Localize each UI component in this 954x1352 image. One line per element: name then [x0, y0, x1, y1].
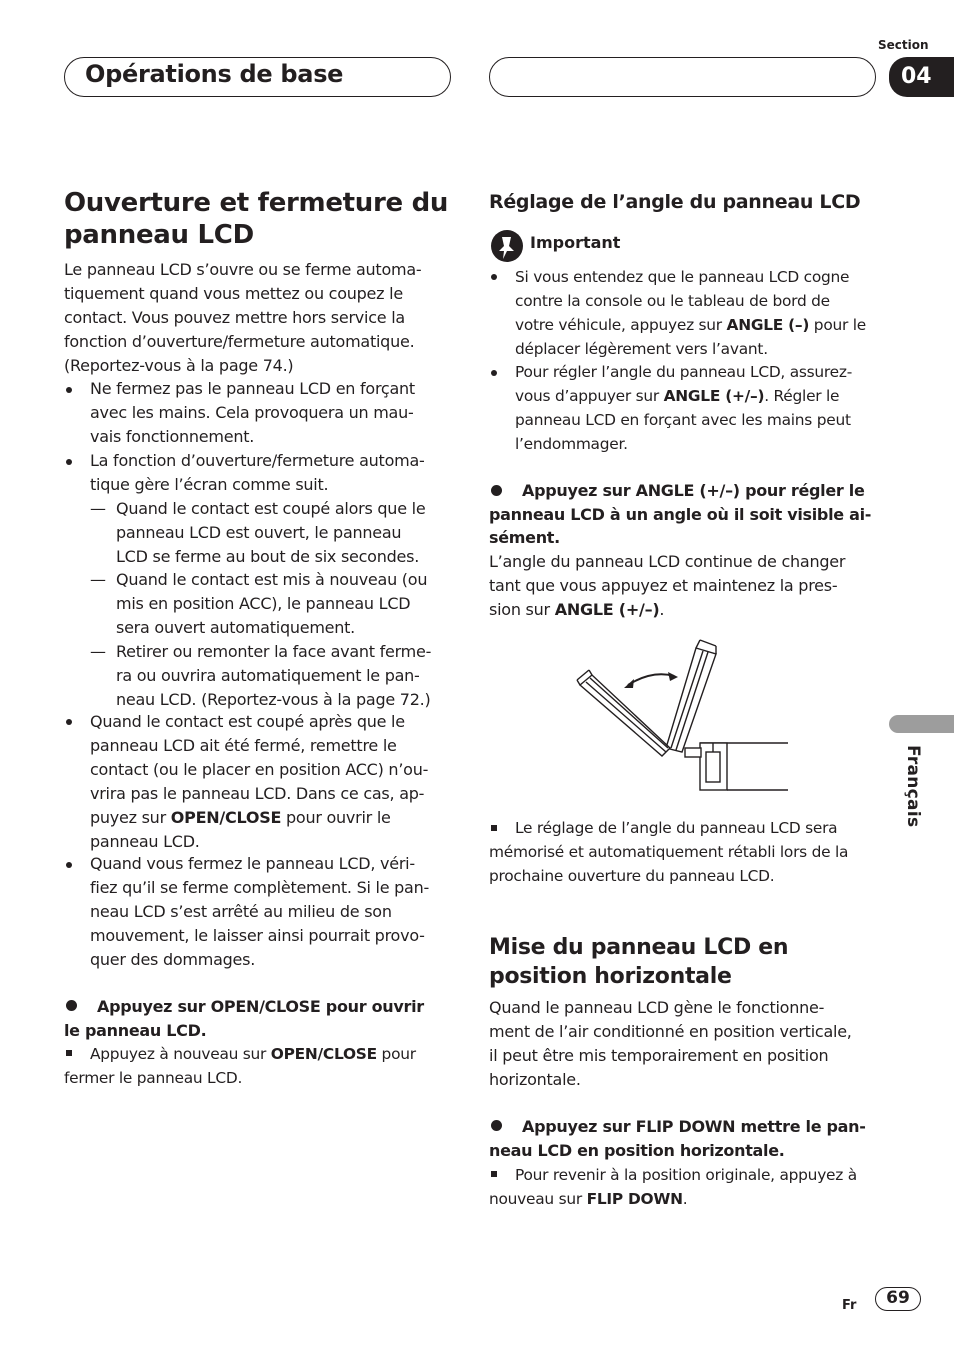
- header-empty-pill: [489, 57, 876, 97]
- section-label: Section: [878, 38, 929, 52]
- dash-mark: —: [90, 499, 106, 518]
- open-close-key-label: OPEN/CLOSE: [170, 808, 282, 827]
- bullet-dot: [491, 274, 497, 280]
- flip-down-key-label: FLIP DOWN: [586, 1190, 683, 1208]
- intro-paragraph: Le panneau LCD s’ouvre ou se ferme automa- tiquement quand vous mettez ou coupez le contact. Vous pouvez mettre hors service la fonction d’ouverture/fermeture automatique. (Reportez-vous à la page 74.): [64, 260, 422, 375]
- page-number: 69: [875, 1287, 921, 1311]
- bullet-dot: [66, 459, 72, 465]
- note-angle-memory: Le réglage de l’angle du panneau LCD sera mémorisé et automatiquement rétabli lors de la prochaine ouverture du panneau LCD.: [489, 819, 849, 885]
- angle-key-label: ANGLE (+/–): [554, 600, 660, 619]
- lcd-angle-illustration: [570, 630, 800, 800]
- angle-minus-key-label: ANGLE (–): [726, 316, 810, 334]
- step-angle: Appuyez sur ANGLE (+/–) pour régler le panneau LCD à un angle où il soit visible ai- sément.: [489, 481, 872, 547]
- bullet-dot: [66, 387, 72, 393]
- dash-mark: —: [90, 642, 106, 661]
- list-item-dash-3: Retirer ou remonter la face avant ferme- ra ou ouvrira automatiquement le pan- neau LCD. (Reportez-vous à la page 72.): [116, 642, 432, 709]
- flip-intro: Quand le panneau LCD gène le fonctionne- ment de l’air conditionné en position verticale, il peut être mis temporairement en position horizontale.: [489, 998, 852, 1089]
- list-item-bullet-3: Quand le contact est coupé après que le panneau LCD ait été fermé, remettre le contact (ou le placer en position ACC) n’ou- vrira pas le panneau LCD. Dans ce cas, ap- puyez sur OPEN/CLOSE pour ouvrir le panneau LCD.: [90, 712, 429, 851]
- footer-lang-code: Fr: [842, 1298, 857, 1313]
- bullet-dot: [491, 370, 497, 376]
- language-label: Français: [903, 745, 923, 828]
- angle-key-label: ANGLE (+/–): [663, 387, 765, 405]
- important-icon: [490, 229, 524, 263]
- bullet-dot: [66, 862, 72, 868]
- list-item-bullet-2: La fonction d’ouverture/fermeture automa- tique gère l’écran comme suit.: [90, 451, 425, 494]
- bullet-dot: [66, 719, 72, 725]
- section-number: 04: [889, 57, 954, 97]
- language-tab: [889, 715, 954, 733]
- page-title: Opérations de base: [85, 60, 344, 88]
- step-open-close: Appuyez sur OPEN/CLOSE pour ouvrir le panneau LCD.: [64, 997, 424, 1040]
- important-label: Important: [530, 233, 621, 252]
- heading-angle: Réglage de l’angle du panneau LCD: [489, 191, 861, 213]
- list-item-dash-2: Quand le contact est mis à nouveau (ou mis en position ACC), le panneau LCD sera ouvert automatiquement.: [116, 570, 428, 637]
- step-flip-down: Appuyez sur FLIP DOWN mettre le pan- neau LCD en position horizontale.: [489, 1117, 866, 1160]
- heading-open-close: Ouverture et fermeture du panneau LCD: [64, 188, 449, 250]
- open-close-key-label: OPEN/CLOSE: [270, 1045, 377, 1063]
- list-item-bullet-1: Ne fermez pas le panneau LCD en forçant avec les mains. Cela provoquera un mau- vais fonctionnement.: [90, 379, 415, 446]
- header-title-pill: [64, 57, 451, 97]
- note-open-close: Appuyez à nouveau sur OPEN/CLOSE pour fermer le panneau LCD.: [64, 1045, 416, 1087]
- list-item-dash-1: Quand le contact est coupé alors que le panneau LCD est ouvert, le panneau LCD se ferme au bout de six secondes.: [116, 499, 426, 566]
- important-item-1: Si vous entendez que le panneau LCD cogne contre la console ou le tableau de bord de votre véhicule, appuyez sur ANGLE (–) pour le déplacer légèrement vers l’avant.: [515, 268, 866, 358]
- heading-flip: Mise du panneau LCD en position horizontale: [489, 935, 789, 989]
- dash-mark: —: [90, 570, 106, 589]
- step-angle-description: L’angle du panneau LCD continue de changer tant que vous appuyez et maintenez la pres- sion sur ANGLE (+/–).: [489, 552, 846, 619]
- list-item-bullet-4: Quand vous fermez le panneau LCD, véri- fiez qu’il se ferme complètement. Si le pan- neau LCD s’est arrêté au milieu de son mouvement, le laisser ainsi pourrait provo- quer des dommages.: [90, 854, 430, 969]
- note-flip-down: Pour revenir à la position originale, appuyez à nouveau sur FLIP DOWN.: [489, 1166, 857, 1208]
- important-item-2: Pour régler l’angle du panneau LCD, assurez- vous d’appuyer sur ANGLE (+/–). Régler le panneau LCD en forçant avec les mains peut l’endommager.: [515, 363, 853, 453]
